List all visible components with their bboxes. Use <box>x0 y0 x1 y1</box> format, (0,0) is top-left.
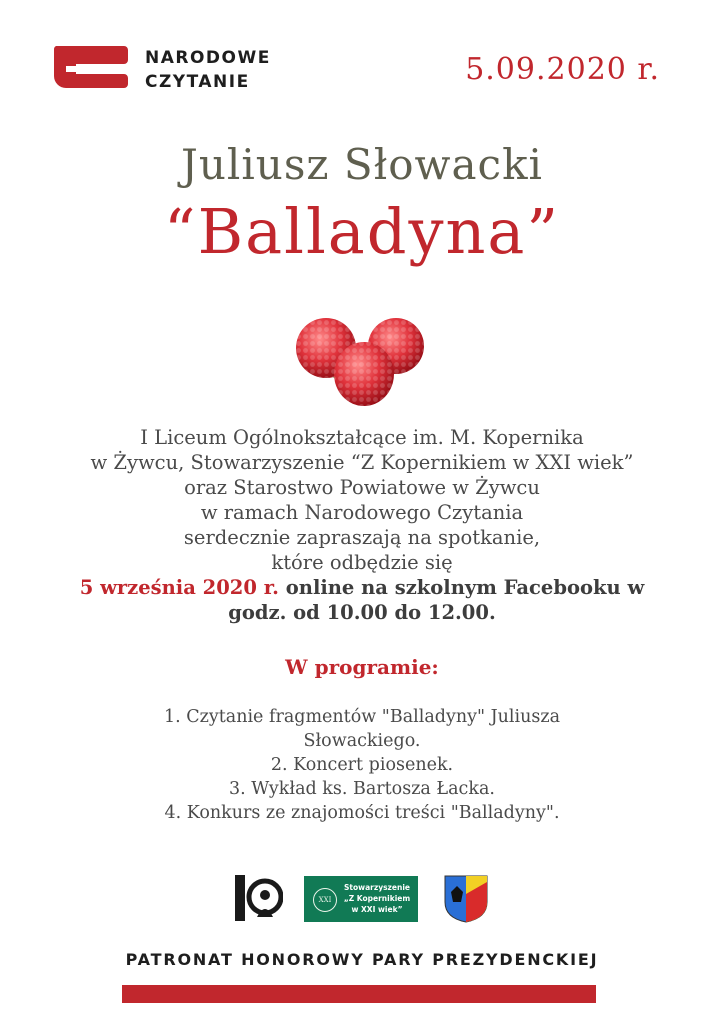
logo-line2: CZYTANIE <box>145 72 250 92</box>
footer-bar <box>122 985 596 1003</box>
stowarzyszenie-logo <box>304 876 418 922</box>
program-item: Słowackiego. <box>303 731 421 751</box>
powiat-coat-of-arms-icon <box>443 874 489 924</box>
body-line: I Liceum Ogólnokształcące im. M. Kopernika <box>140 426 584 449</box>
body-line: które odbędzie się <box>271 551 453 574</box>
body-line: oraz Starostwo Powiatowe w Żywcu <box>184 476 540 499</box>
raspberries-image <box>288 312 438 412</box>
program-item: 1. Czytanie fragmentów "Balladyny" Juliusza <box>163 707 561 727</box>
narodowe-czytanie-book-logo-icon <box>52 44 128 90</box>
event-hours: godz. od 10.00 do 12.00. <box>228 601 496 624</box>
stowarzyszenie-line: „Z Kopernikiem <box>343 894 411 903</box>
honorary-patronage: PATRONAT HONOROWY PARY PREZYDENCKIEJ <box>125 950 599 969</box>
event-date: 5.09.2020 r. <box>465 52 660 87</box>
stowarzyszenie-name <box>338 882 416 915</box>
author-name: Juliusz Słowacki <box>181 140 543 189</box>
body-line: serdecznie zapraszają na spotkanie, <box>183 526 541 549</box>
program-item: 4. Konkurs ze znajomości treści "Balladyny". <box>164 803 560 823</box>
logo-line1: NARODOWE <box>145 48 271 68</box>
school-anniversary-logo-icon <box>233 873 283 923</box>
program-item: 3. Wykład ks. Bartosza Łacka. <box>229 779 495 799</box>
event-location: online na szkolnym Facebooku w <box>278 576 645 599</box>
stowarzyszenie-badge: XXI <box>313 888 337 912</box>
book-title: “Balladyna” <box>163 195 561 268</box>
narodowe-czytanie-logo-text <box>145 46 271 94</box>
program-list <box>40 705 684 825</box>
program-heading: W programie: <box>285 655 439 679</box>
stowarzyszenie-line: Stowarzyszenie <box>344 883 410 892</box>
event-date-highlight: 5 września 2020 r. <box>79 576 279 599</box>
invitation-text <box>40 425 684 625</box>
event-details-line <box>40 575 684 600</box>
stowarzyszenie-line: w XXI wiek” <box>351 905 403 914</box>
body-line: w Żywcu, Stowarzyszenie “Z Kopernikiem w XXI wiek” <box>90 451 634 474</box>
program-item: 2. Koncert piosenek. <box>270 755 454 775</box>
body-line: w ramach Narodowego Czytania <box>200 501 524 524</box>
